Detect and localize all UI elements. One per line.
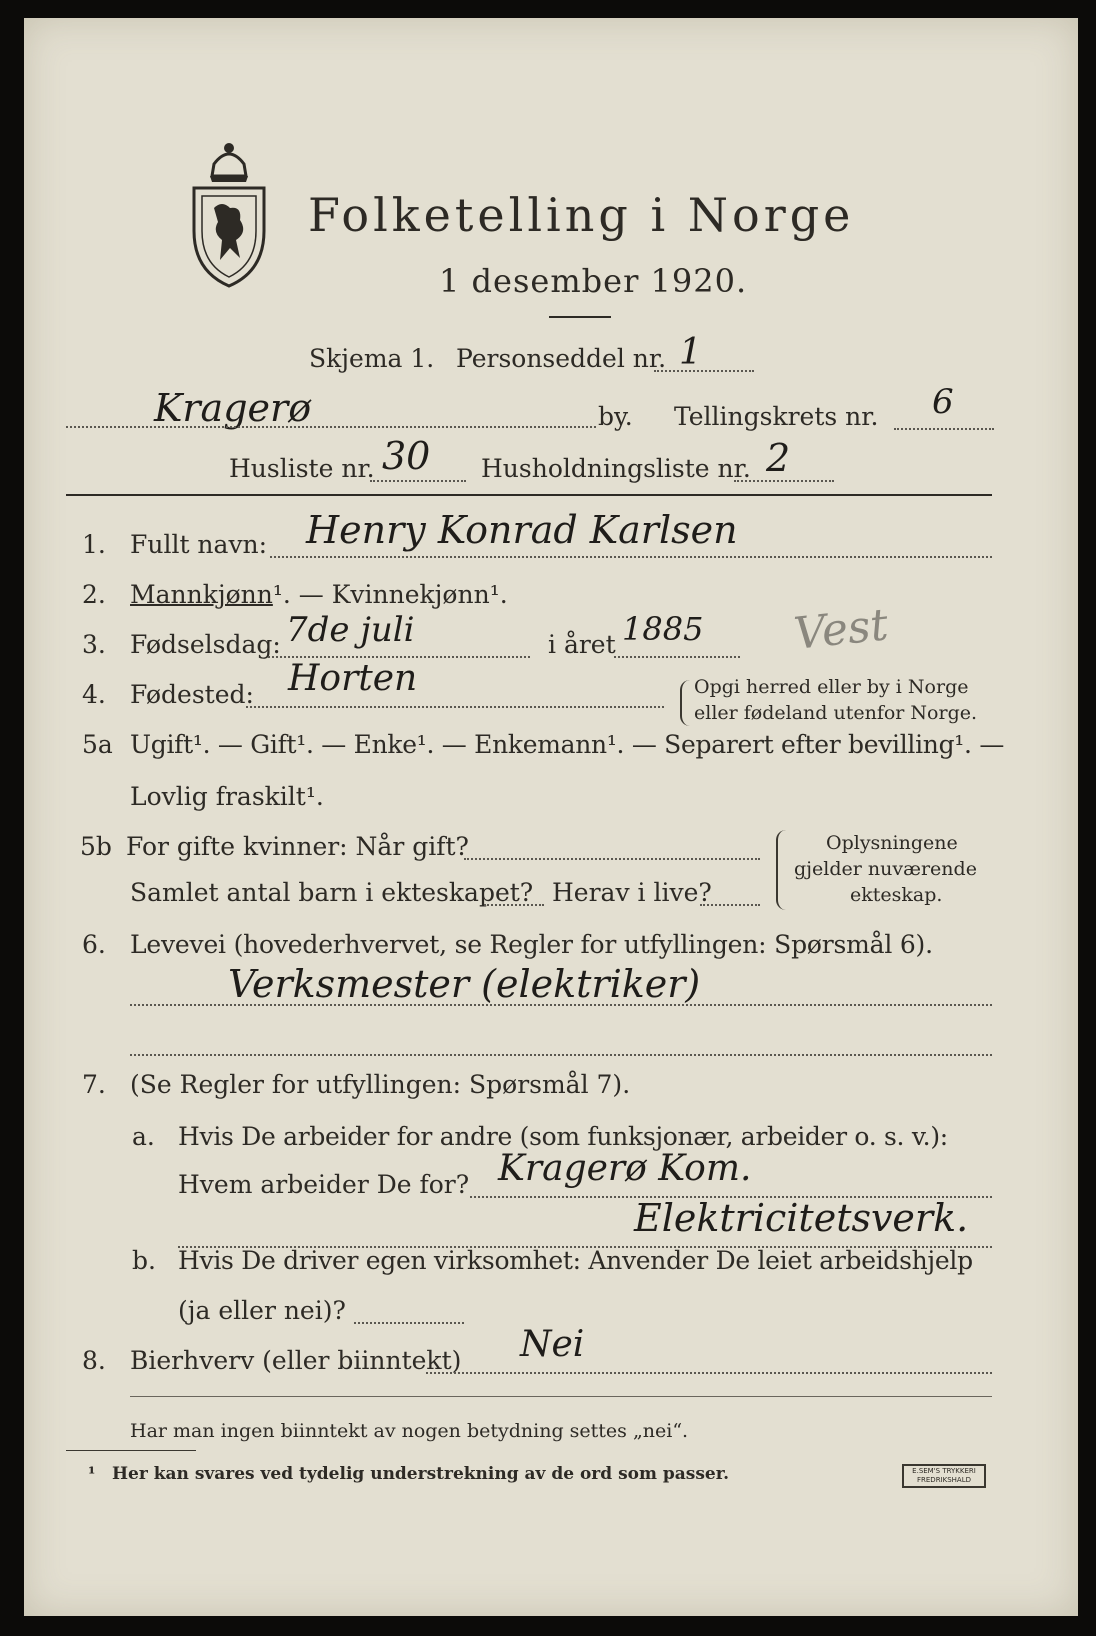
q6-line1: [130, 1004, 992, 1006]
husholdning-value[interactable]: 2: [766, 436, 791, 480]
printer-stamp: [902, 1464, 986, 1488]
q3-number: 3.: [82, 630, 106, 659]
q5b-alive-label: Herav i live?: [552, 878, 712, 907]
q5b-alive-line: [700, 904, 760, 906]
footnote-divider: [66, 1450, 196, 1451]
q7b-line: [354, 1322, 464, 1324]
q5b-note-brace: [776, 830, 786, 910]
city-value[interactable]: Kragerø: [154, 386, 312, 430]
q7a-employer-label: Hvem arbeider De for?: [178, 1170, 470, 1199]
form-date: 1 desember 1920.: [439, 262, 748, 300]
q5b-line1-label: For gifte kvinner: Når gift?: [126, 832, 469, 861]
q3-year-value[interactable]: 1885: [622, 610, 704, 648]
q8-value[interactable]: Nei: [520, 1324, 585, 1365]
husliste-label: Husliste nr.: [229, 454, 375, 483]
q5b-children-line: [484, 904, 544, 906]
q8-label: Bierhverv (eller biinntekt): [130, 1346, 462, 1375]
printer-stamp-line2: FREDRIKSHALD: [916, 1476, 971, 1484]
personseddel-label: Personseddel nr.: [456, 344, 667, 373]
q7-label: (Se Regler for utfyllingen: Spørsmål 7).: [130, 1070, 631, 1099]
q5b-number: 5b: [80, 832, 112, 861]
q2-female-option[interactable]: Kvinnekjønn: [331, 580, 490, 609]
q6-number: 6.: [82, 930, 106, 959]
form-title: Folketelling i Norge: [308, 188, 855, 242]
q4-note-line2: eller fødeland utenfor Norge.: [694, 702, 978, 724]
q3-year-line: [614, 656, 740, 658]
q3-birthday-value[interactable]: 7de juli: [286, 610, 415, 650]
q1-label: Fullt navn:: [130, 530, 268, 559]
q2-sex-options: [130, 580, 508, 609]
q5b-note-line3: ekteskap.: [850, 884, 943, 906]
title-divider: [549, 316, 611, 318]
tellingskrets-value[interactable]: 6: [932, 382, 954, 422]
q7b-line2-label: (ja eller nei)?: [178, 1296, 346, 1325]
q5b-married-line: [464, 858, 760, 860]
q5b-note-line1: Oplysningene: [826, 832, 958, 854]
q7b-line1: Hvis De driver egen virksomhet: Anvender De leiet arbeidshjelp: [178, 1246, 973, 1275]
q5a-line1[interactable]: Ugift¹. — Gift¹. — Enke¹. — Enkemann¹. — Separert efter bevilling¹. —: [130, 730, 1005, 759]
q4-number: 4.: [82, 680, 106, 709]
q4-line: [246, 706, 664, 708]
census-form: [24, 18, 1078, 1616]
q3-label: Fødselsdag:: [130, 630, 281, 659]
q8-line: [426, 1372, 992, 1374]
printer-stamp-line1: E.SEM'S TRYKKERI: [912, 1467, 976, 1475]
q5b-children-label: Samlet antal barn i ekteskapet?: [130, 878, 534, 907]
q7-number: 7.: [82, 1070, 106, 1099]
skjema-label: Skjema 1.: [309, 344, 435, 373]
footnote-mark: ¹: [88, 1464, 96, 1484]
q7a-letter: a.: [132, 1122, 155, 1151]
q2-separator: ¹. —: [272, 580, 332, 609]
tellingskrets-label: Tellingskrets nr.: [674, 402, 879, 431]
q7a-employer-value1[interactable]: Kragerø Kom.: [498, 1148, 752, 1189]
q6-label: Levevei (hovederhvervet, se Regler for utfyllingen: Spørsmål 6).: [130, 930, 933, 959]
husholdning-line: [734, 480, 834, 482]
q8-number: 8.: [82, 1346, 106, 1375]
q8-divider: [130, 1396, 992, 1397]
biinntekt-note: Har man ingen biinntekt av nogen betydning settes „nei“.: [130, 1420, 689, 1442]
q7a-employer-value2[interactable]: Elektricitetsverk.: [634, 1196, 969, 1240]
q2-number: 2.: [82, 580, 106, 609]
q5b-note-line2: gjelder nuværende: [794, 858, 977, 880]
q5a-number: 5a: [82, 730, 113, 759]
q3-year-label: i året: [548, 630, 616, 659]
q3-margin-note: Vest: [791, 599, 891, 660]
coat-of-arms-icon: [184, 136, 274, 291]
q5a-line2[interactable]: Lovlig fraskilt¹.: [130, 782, 324, 811]
q7b-letter: b.: [132, 1246, 156, 1275]
tellingskrets-line: [894, 428, 994, 430]
husliste-line: [370, 480, 466, 482]
q4-note-line1: Opgi herred eller by i Norge: [694, 676, 969, 698]
q4-note-brace: [680, 680, 690, 726]
city-line: [66, 426, 596, 428]
husliste-value[interactable]: 30: [382, 434, 431, 478]
footnote-text: Her kan svares ved tydelig understrekning av de ord som passer.: [112, 1464, 730, 1484]
q2-male-option[interactable]: Mannkjønn: [130, 580, 273, 609]
q6-occupation-value[interactable]: Verksmester (elektriker): [228, 962, 701, 1006]
q1-line: [270, 556, 992, 558]
q1-number: 1.: [82, 530, 106, 559]
q1-full-name-value[interactable]: Henry Konrad Karlsen: [306, 508, 738, 552]
header-divider: [66, 494, 992, 496]
personseddel-value[interactable]: 1: [679, 332, 702, 373]
q4-birthplace-value[interactable]: Horten: [288, 658, 418, 699]
q2-end: ¹.: [489, 580, 508, 609]
by-label: by.: [598, 402, 633, 431]
husholdning-label: Husholdningsliste nr.: [481, 454, 751, 483]
q4-label: Fødested:: [130, 680, 254, 709]
personseddel-line: [654, 370, 754, 372]
q7a-line1: Hvis De arbeider for andre (som funksjonær, arbeider o. s. v.):: [178, 1122, 948, 1151]
q6-line2: [130, 1054, 992, 1056]
